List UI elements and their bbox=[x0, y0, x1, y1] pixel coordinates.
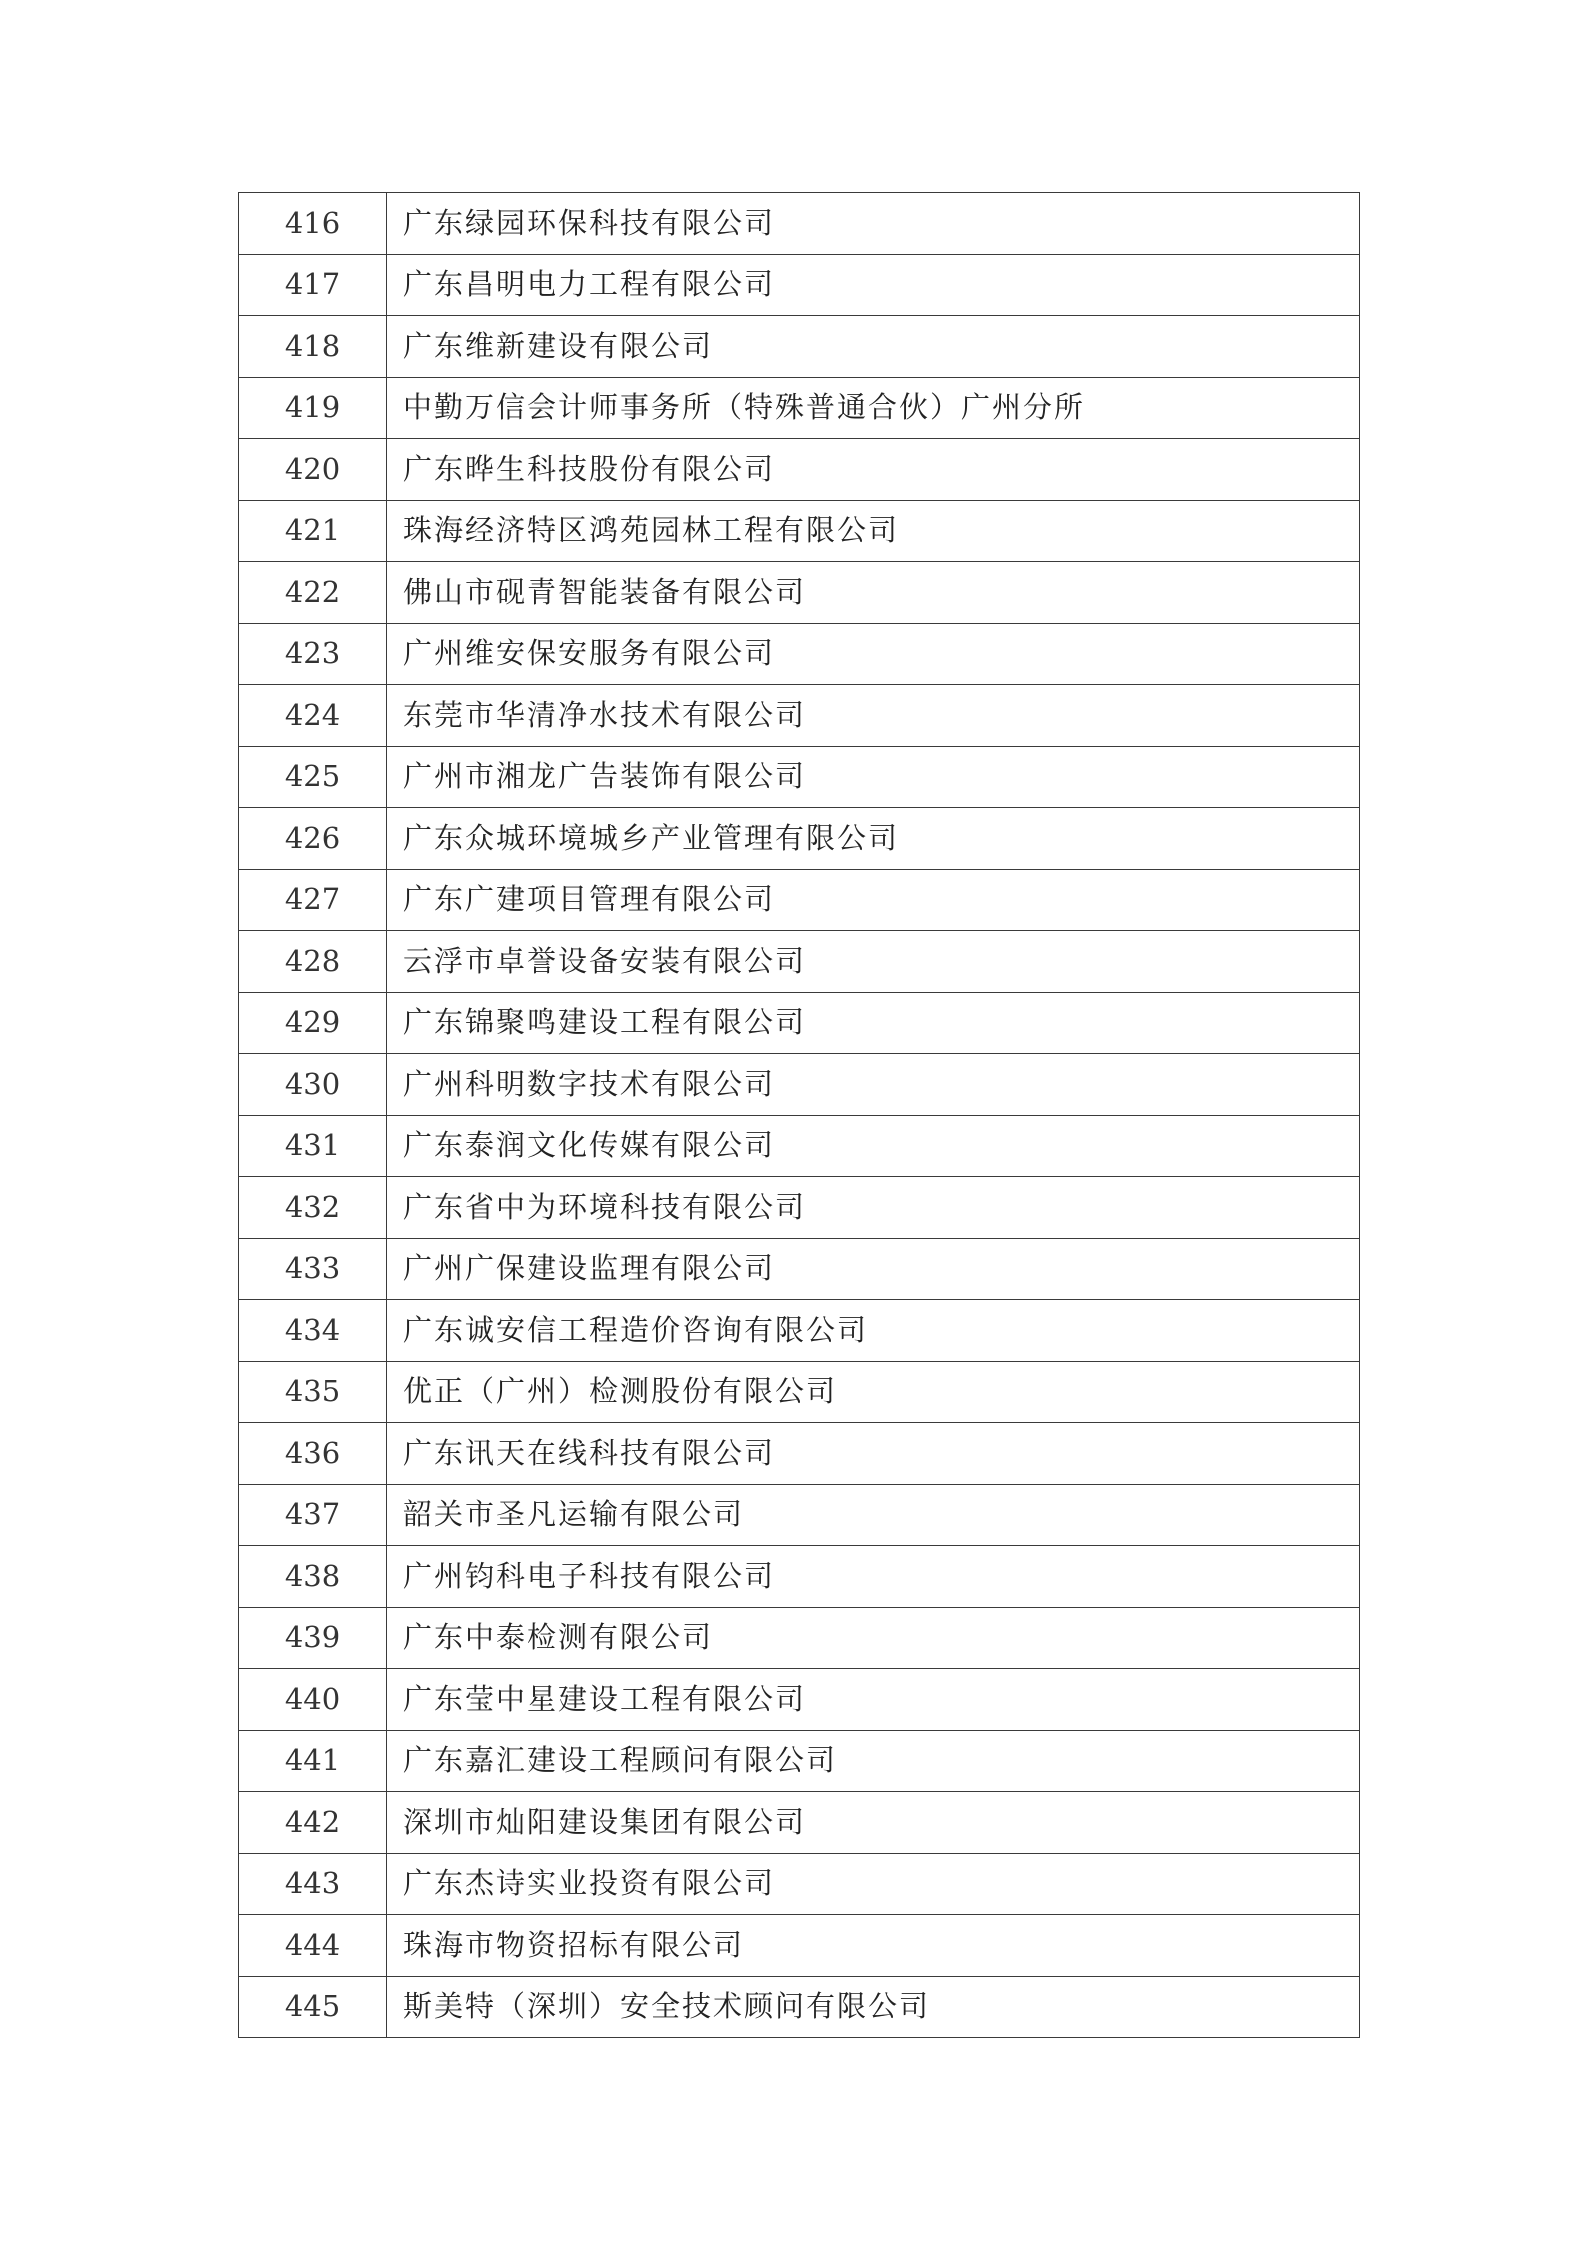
table-row bbox=[239, 1607, 1360, 1669]
company-name: 广东绿园环保科技有限公司 bbox=[387, 193, 1360, 255]
company-name: 广州维安保安服务有限公司 bbox=[387, 623, 1360, 685]
row-number: 418 bbox=[239, 316, 387, 378]
company-name: 广东中泰检测有限公司 bbox=[387, 1607, 1360, 1669]
company-name: 广东诚安信工程造价咨询有限公司 bbox=[387, 1300, 1360, 1362]
table-row bbox=[239, 808, 1360, 870]
table-row bbox=[239, 1054, 1360, 1116]
row-number: 421 bbox=[239, 500, 387, 562]
row-number: 419 bbox=[239, 377, 387, 439]
row-number: 437 bbox=[239, 1484, 387, 1546]
row-number: 439 bbox=[239, 1607, 387, 1669]
row-number: 443 bbox=[239, 1853, 387, 1915]
row-number: 427 bbox=[239, 869, 387, 931]
row-number: 417 bbox=[239, 254, 387, 316]
company-name: 云浮市卓誉设备安装有限公司 bbox=[387, 931, 1360, 993]
company-name: 广东嘉汇建设工程顾问有限公司 bbox=[387, 1730, 1360, 1792]
company-name: 广东昌明电力工程有限公司 bbox=[387, 254, 1360, 316]
company-name: 斯美特（深圳）安全技术顾问有限公司 bbox=[387, 1976, 1360, 2038]
row-number: 429 bbox=[239, 992, 387, 1054]
table-row bbox=[239, 439, 1360, 501]
company-name: 优正（广州）检测股份有限公司 bbox=[387, 1361, 1360, 1423]
table-row bbox=[239, 254, 1360, 316]
row-number: 426 bbox=[239, 808, 387, 870]
company-name: 中勤万信会计师事务所（特殊普通合伙）广州分所 bbox=[387, 377, 1360, 439]
table-row bbox=[239, 316, 1360, 378]
table-row bbox=[239, 992, 1360, 1054]
table-row bbox=[239, 869, 1360, 931]
row-number: 428 bbox=[239, 931, 387, 993]
row-number: 420 bbox=[239, 439, 387, 501]
table-row bbox=[239, 377, 1360, 439]
company-name: 广东锦聚鸣建设工程有限公司 bbox=[387, 992, 1360, 1054]
row-number: 445 bbox=[239, 1976, 387, 2038]
table-row bbox=[239, 685, 1360, 747]
company-list-table bbox=[238, 192, 1360, 2038]
table-row bbox=[239, 1853, 1360, 1915]
table-row bbox=[239, 1423, 1360, 1485]
company-name: 广州市湘龙广告装饰有限公司 bbox=[387, 746, 1360, 808]
table-row bbox=[239, 1484, 1360, 1546]
company-name: 广东维新建设有限公司 bbox=[387, 316, 1360, 378]
company-name: 广东莹中星建设工程有限公司 bbox=[387, 1669, 1360, 1731]
row-number: 431 bbox=[239, 1115, 387, 1177]
table-row bbox=[239, 931, 1360, 993]
row-number: 434 bbox=[239, 1300, 387, 1362]
table-row bbox=[239, 500, 1360, 562]
company-name: 广东杰诗实业投资有限公司 bbox=[387, 1853, 1360, 1915]
row-number: 435 bbox=[239, 1361, 387, 1423]
row-number: 441 bbox=[239, 1730, 387, 1792]
table-row bbox=[239, 1792, 1360, 1854]
row-number: 444 bbox=[239, 1915, 387, 1977]
table-row bbox=[239, 1546, 1360, 1608]
table-row bbox=[239, 1730, 1360, 1792]
row-number: 442 bbox=[239, 1792, 387, 1854]
table-row bbox=[239, 562, 1360, 624]
table-body bbox=[239, 193, 1360, 2038]
company-name: 深圳市灿阳建设集团有限公司 bbox=[387, 1792, 1360, 1854]
row-number: 424 bbox=[239, 685, 387, 747]
company-name: 广东泰润文化传媒有限公司 bbox=[387, 1115, 1360, 1177]
row-number: 432 bbox=[239, 1177, 387, 1239]
company-name: 广州钧科电子科技有限公司 bbox=[387, 1546, 1360, 1608]
row-number: 423 bbox=[239, 623, 387, 685]
row-number: 433 bbox=[239, 1238, 387, 1300]
company-name: 珠海市物资招标有限公司 bbox=[387, 1915, 1360, 1977]
company-name: 佛山市砚青智能装备有限公司 bbox=[387, 562, 1360, 624]
table-row bbox=[239, 1238, 1360, 1300]
row-number: 425 bbox=[239, 746, 387, 808]
row-number: 436 bbox=[239, 1423, 387, 1485]
table-row bbox=[239, 1976, 1360, 2038]
table-row bbox=[239, 1115, 1360, 1177]
row-number: 430 bbox=[239, 1054, 387, 1116]
table-row bbox=[239, 1300, 1360, 1362]
row-number: 416 bbox=[239, 193, 387, 255]
row-number: 440 bbox=[239, 1669, 387, 1731]
table-row bbox=[239, 1669, 1360, 1731]
company-name: 东莞市华清净水技术有限公司 bbox=[387, 685, 1360, 747]
table-row bbox=[239, 1915, 1360, 1977]
company-name: 广东讯天在线科技有限公司 bbox=[387, 1423, 1360, 1485]
table-row bbox=[239, 746, 1360, 808]
company-name: 广东省中为环境科技有限公司 bbox=[387, 1177, 1360, 1239]
company-name: 韶关市圣凡运输有限公司 bbox=[387, 1484, 1360, 1546]
table-row bbox=[239, 623, 1360, 685]
company-name: 珠海经济特区鸿苑园林工程有限公司 bbox=[387, 500, 1360, 562]
row-number: 438 bbox=[239, 1546, 387, 1608]
table-row bbox=[239, 193, 1360, 255]
company-name: 广东众城环境城乡产业管理有限公司 bbox=[387, 808, 1360, 870]
company-name: 广东晔生科技股份有限公司 bbox=[387, 439, 1360, 501]
company-name: 广州科明数字技术有限公司 bbox=[387, 1054, 1360, 1116]
company-name: 广东广建项目管理有限公司 bbox=[387, 869, 1360, 931]
table-row bbox=[239, 1177, 1360, 1239]
company-name: 广州广保建设监理有限公司 bbox=[387, 1238, 1360, 1300]
table-row bbox=[239, 1361, 1360, 1423]
row-number: 422 bbox=[239, 562, 387, 624]
